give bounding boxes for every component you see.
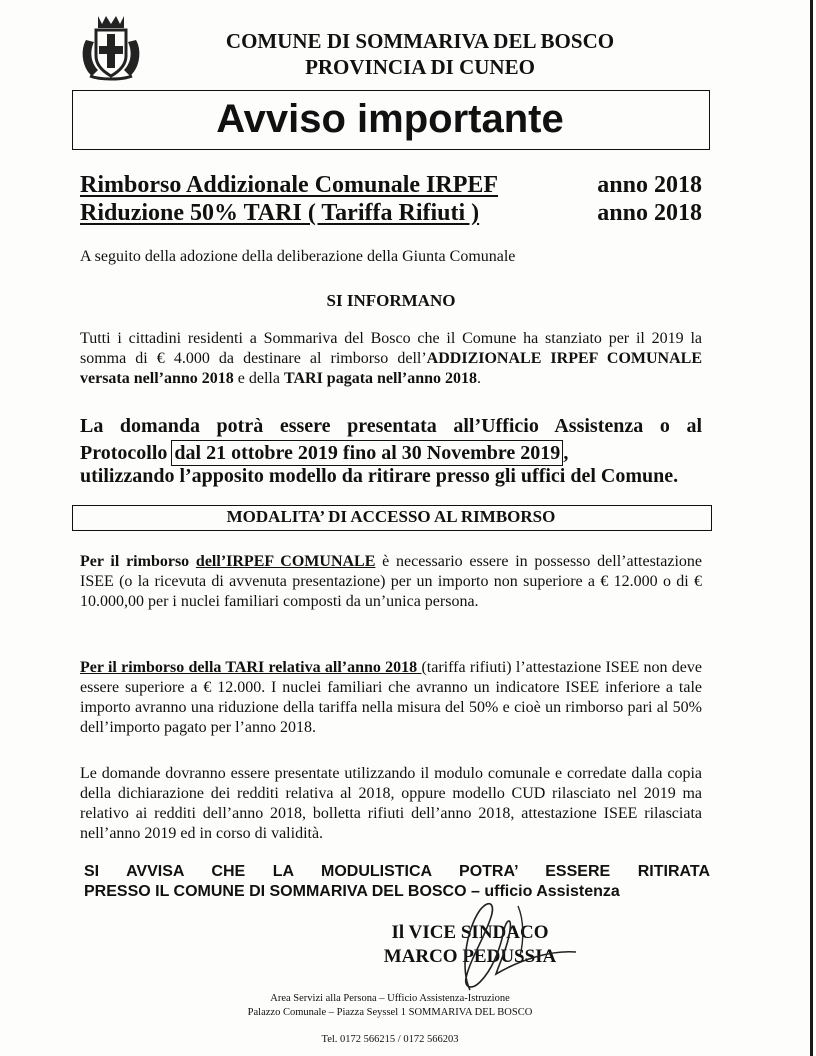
tari-requirements xyxy=(80,658,702,738)
funding-text-join: e della xyxy=(233,370,284,387)
municipality-header xyxy=(150,28,690,80)
application-line-2 xyxy=(80,440,702,466)
notice-forms-line-2: PRESSO IL COMUNE DI SOMMARIVA DEL BOSCO – ufficio Assistenza xyxy=(84,883,620,900)
tari-lead: Per il rimborso della TARI relativa all’anno 2018 xyxy=(80,659,422,676)
application-comma: , xyxy=(563,442,569,464)
documents-paragraph: Le domande dovranno essere presentate utilizzando il modulo comunale e corredate dalla copia della dichiarazione dei redditi relativa al 2018, oppure modello CUD rilasciato nel 2019 ma relativo ai redditi dell’anno 2018, bolletta rifiuti dell’anno 2018, attestazione ISEE rilasciata nell’anno 2019 ed in corso di validità. xyxy=(80,765,702,842)
footer-address: Palazzo Comunale – Piazza Seyssel 1 SOMMARIVA DEL BOSCO xyxy=(247,1007,533,1018)
coat-of-arms-icon xyxy=(76,10,146,82)
subject-tari xyxy=(80,199,702,227)
informano-heading: SI INFORMANO xyxy=(326,291,456,310)
funding-irpef: ADDIZIONALE IRPEF COMUNALE versata nell’anno 2018 xyxy=(80,350,703,387)
irpef-requirements xyxy=(80,552,702,612)
application-dates: dal 21 ottobre 2019 fino al 30 Novembre 2019 xyxy=(171,440,563,466)
irpef-keyword: dell’IRPEF COMUNALE xyxy=(195,553,376,570)
irpef-text: è necessario essere in possesso dell’attestazione ISEE (o la ricevuta di avvenuta presentazione) per un importo non superiore a € 12.000 o di € 10.000,00 per i nuclei familiari composti da un’unica persona. xyxy=(80,553,702,610)
municipality-name: COMUNE DI SOMMARIVA DEL BOSCO xyxy=(225,29,615,53)
notice-title: Avviso importante xyxy=(216,97,564,141)
signatory-name: MARCO PEDUSSIA xyxy=(383,946,557,967)
funding-text: Tutti i cittadini residenti a Sommariva del Bosco che il Comune ha stanziato per il 2019 la somma di € 4.000 da destinare al rimborso dell’ xyxy=(80,330,702,367)
funding-text-end: . xyxy=(477,370,482,387)
funding-paragraph xyxy=(80,329,702,389)
handwritten-signature xyxy=(400,890,590,1000)
subject-text: Riduzione 50% TARI ( Tariffa Rifiuti ) xyxy=(80,200,480,226)
scan-edge-shadow xyxy=(810,0,813,1056)
application-line-1: La domanda potrà essere presentata all’Ufficio Assistenza o al xyxy=(80,415,702,437)
irpef-lead: Per il rimborso xyxy=(80,553,196,570)
footer-office: Area Servizi alla Persona – Ufficio Assistenza-Istruzione xyxy=(270,993,510,1004)
notice-forms-line-1: SI AVVISA CHE LA MODULISTICA POTRA’ ESSERE RITIRATA xyxy=(84,863,710,880)
subject-year: anno 2018 xyxy=(597,172,702,198)
signatory-role: Il VICE SINDACO xyxy=(391,922,549,943)
funding-tari: TARI pagata nell’anno 2018 xyxy=(283,370,478,387)
tari-text: (tariffa rifiuti) l’attestazione ISEE non deve essere superiore a € 12.000. I nuclei familiari che avranno un indicatore ISEE inferiore a tale importo avranno una riduzione della tariffa nella misura del 50% e cioè un rimborso pari al 50% dell’importo pagato per l’anno 2018. xyxy=(80,659,702,736)
subject-text: Rimborso Addizionale Comunale IRPEF xyxy=(80,172,499,198)
modalita-heading: MODALITA’ DI ACCESSO AL RIMBORSO xyxy=(226,507,556,526)
province-name: PROVINCIA DI CUNEO xyxy=(305,55,535,79)
application-line-3: utilizzando l’apposito modello da ritirare presso gli uffici del Comune. xyxy=(80,465,679,487)
intro-text: A seguito della adozione della deliberazione della Giunta Comunale xyxy=(80,248,516,265)
application-office: Protocollo xyxy=(80,442,168,464)
subject-irpef xyxy=(80,171,702,199)
subject-year: anno 2018 xyxy=(597,200,702,226)
footer-phone: Tel. 0172 566215 / 0172 566203 xyxy=(321,1034,459,1045)
